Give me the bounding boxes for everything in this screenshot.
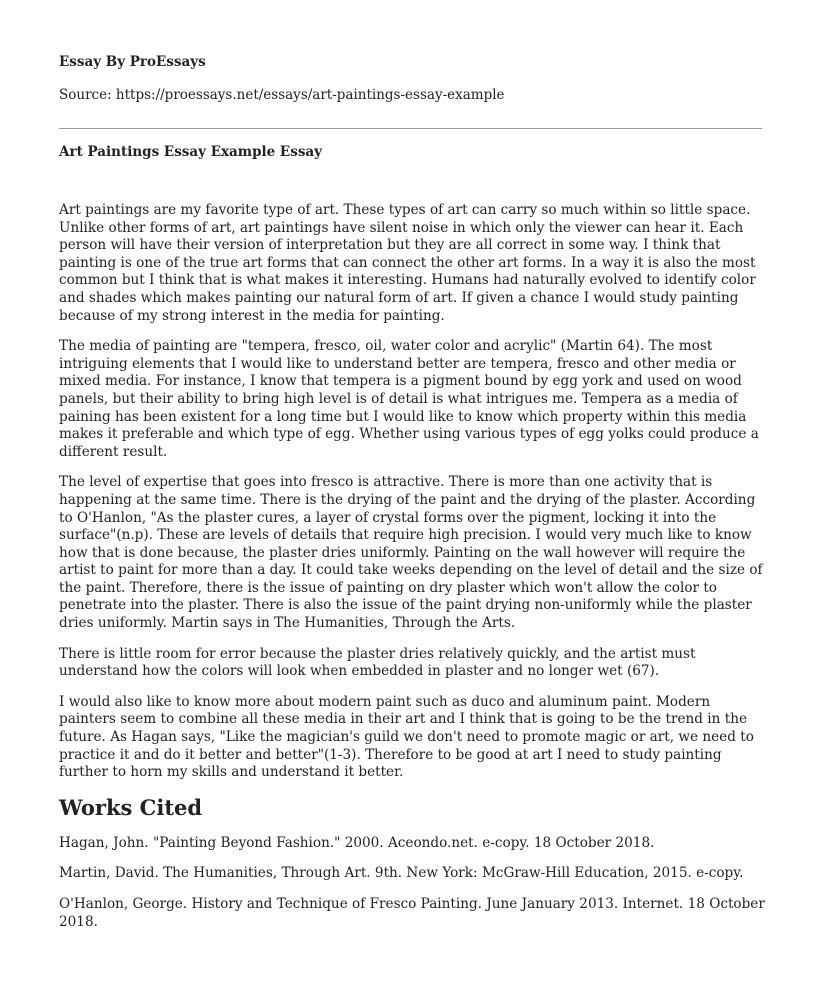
essay-paragraph: The media of painting are "tempera, fresco, oil, water color and acrylic" (Martin 64). The most intriguing elements that I would like to understand better are tempera, fresco and other media or mixed media. For instance, I know that tempera is a pigment bound by egg york and used on wood panels, but their ability to bring high level is of detail is what intrigues me. Tempera as a media of paining has been existent for a long time but I would like to know which property within this media makes it preferable and which type of egg. Whether using various types of egg yolks could produce a different result. [59,338,759,460]
source-line: Source: https://proessays.net/essays/art-paintings-essay-example [59,87,505,103]
essay-paragraph: There is little room for error because the plaster dries relatively quickly, and the artist must understand how the colors will look when embedded in plaster and no longer wet (67). [59,645,696,680]
essay-paragraph: The level of expertise that goes into fresco is attractive. There is more than one activity that is happening at the same time. There is the drying of the paint and the drying of the plaster. According to O'Hanlon, "As the plaster cures, a layer of crystal forms over the pigment, locking it into the surface"(n.p). These are levels of details that require high precision. I would very much like to know how that is done because, the plaster dries uniformly. Painting on the wall however will require the artist to paint for more than a day. It could take weeks depending on the level of detail and the size of the paint. Therefore, there is the issue of painting on dry plaster which won't allow the color to penetrate into the plaster. There is also the issue of the paint drying non-uniformly while the plaster dries uniformly. Martin says in The Humanities, Through the Arts. [59,474,763,632]
essay-byline: Essay By ProEssays [59,54,206,70]
works-cited-heading: Works Cited [59,794,203,820]
header-divider [59,128,762,129]
essay-paragraph: I would also like to know more about modern paint such as duco and aluminum paint. Modern painters seem to combine all these media in their art and I think that is going to be the trend in the future. As Hagan says, "Like the magician's guild we don't need to promote magic or art, we need to practice it and do it better and better"(1-3). Therefore to be good at art I need to study painting further to horn my skills and understand it better. [59,693,754,781]
citation-entry: O'Hanlon, George. History and Technique of Fresco Painting. June January 2013. Internet. 18 October 2018. [59,896,765,930]
essay-paragraph: Art paintings are my favorite type of art. These types of art can carry so much within so little space. Unlike other forms of art, art paintings have silent noise in which only the viewer can hear it. Each person will have their version of interpretation but they are all correct in some way. I think that painting is one of the true art forms that can connect the other art forms. In a way it is also the most common but I think that is what makes it interesting. Humans had naturally evolved to identify color and shades which makes painting our natural form of art. If given a chance I would study painting because of my strong interest in the media for painting. [59,202,756,324]
essay-body [59,202,765,944]
citation-entry: Martin, David. The Humanities, Through Art. 9th. New York: McGraw-Hill Education, 2015. e-copy. [59,865,744,882]
essay-title: Art Paintings Essay Example Essay [59,144,323,160]
citation-entry: Hagan, John. "Painting Beyond Fashion." 2000. Aceondo.net. e-copy. 18 October 2018. [59,834,655,851]
